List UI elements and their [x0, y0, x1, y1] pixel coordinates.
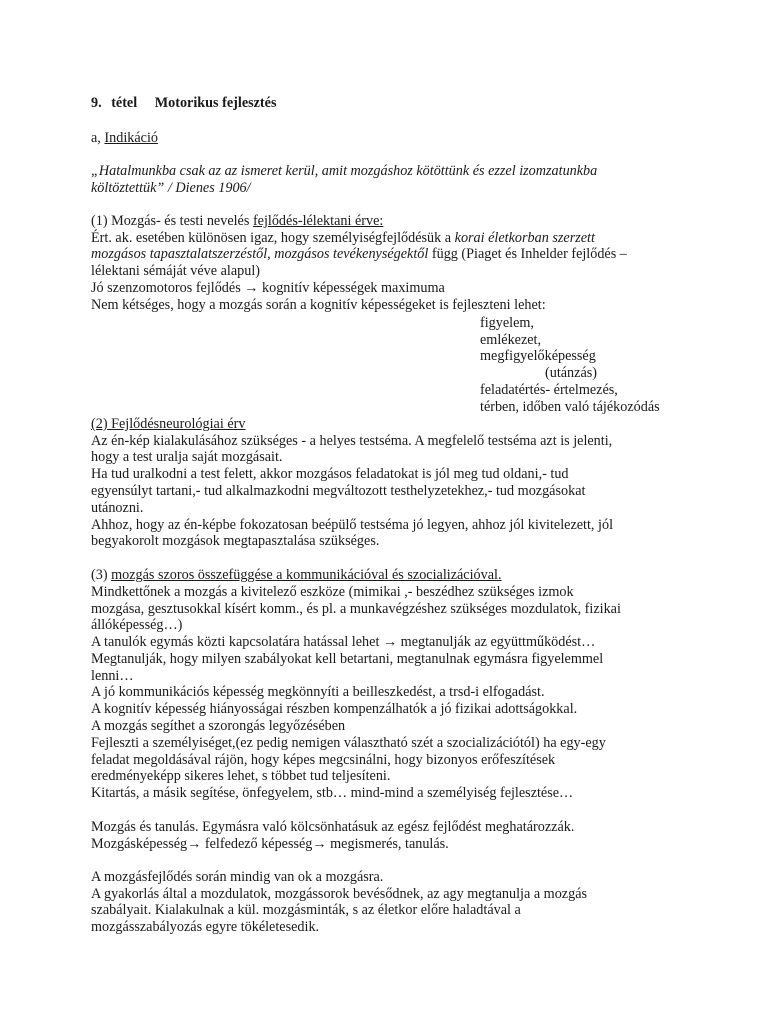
p3-line-11: feladat megoldásával rájön, hogy képes megcsinálni, hogy bizonyos erőfeszítések: [91, 752, 556, 768]
p5-line-2: A gyakorlás által a mozdulatok, mozgássorok bevésődnek, az agy megtanulja a mozgás: [91, 886, 588, 902]
p1-line-2: [91, 230, 595, 247]
p1-line-3-italic: mozgásos tapasztalatszerzéstől, mozgásos tevékenységektől: [91, 246, 429, 262]
quote-line-2: költöztettük” / Dienes 1906/: [91, 180, 251, 196]
section-a-prefix: a,: [91, 130, 105, 146]
p4-line-1: Mozgás és tanulás. Egymásra való kölcsönhatásuk az egész fejlődést meghatározzák.: [91, 819, 575, 835]
p4-line-2-c: megismerés, tanulás.: [326, 836, 449, 852]
p3-title-pre: (3): [91, 567, 112, 583]
p5-line-1: A mozgásfejlődés során mindig van ok a mozgásra.: [91, 869, 384, 885]
list-item-utanzas: (utánzás): [545, 365, 597, 381]
heading-word: tétel: [111, 95, 138, 111]
p3-line-1: Mindkettőnek a mozgás a kivitelező eszköze (mimikai ,- beszédhez szükséges izmok: [91, 584, 574, 600]
p3-line-2: mozgása, gesztusokkal kísért komm., és pl. a munkavégzéshez szükséges mozdulatok, fizikai: [91, 601, 621, 617]
p1-line-3-text: függ (Piaget és Inhelder fejlődés –: [428, 246, 627, 262]
p3-line-4: [91, 634, 595, 651]
p3-line-5: Megtanulják, hogy milyen szabályokat kell betartani, megtanulnak egymásra figyelemmel: [91, 651, 604, 667]
heading-title: Motorikus fejlesztés: [154, 95, 277, 111]
p1-title-underlined: fejlődés-lélektani érve:: [252, 213, 384, 229]
p1-line-6: Nem kétséges, hogy a mozgás során a kognitív képességeket is fejleszteni lehet:: [91, 297, 546, 313]
p2-line-2: hogy a test uralja saját mozgásait.: [91, 449, 283, 465]
p3-line-13: Kitartás, a másik segítése, önfegyelem, stb… mind-mind a személyiség fejlesztése…: [91, 785, 574, 801]
arrow-icon: →: [382, 634, 398, 650]
p1-line-2-italic: korai életkorban szerzett: [454, 230, 595, 246]
p1-title: [91, 213, 383, 230]
quote-line-1: „Hatalmunkba csak az az ismeret kerül, amit mozgáshoz kötöttünk és ezzel izomzatunkba: [91, 163, 598, 179]
p4-line-2: [91, 836, 449, 853]
arrow-icon: →: [244, 280, 259, 296]
section-a-label: Indikáció: [104, 130, 158, 146]
p2-line-5: utánozni.: [91, 500, 144, 516]
p4-line-2-b: felfedező képesség: [201, 836, 313, 852]
p5-line-4: mozgásszabályozás egyre tökéletesedik.: [91, 919, 320, 935]
p1-line-5-text: Jó szenzomotoros fejlődés: [91, 280, 245, 296]
p5-line-3: szabályait. Kialakulnak a kül. mozgásminták, s az életkor előre haladtával a: [91, 902, 521, 918]
p3-line-12: eredményeképp sikeres lehet, s többet tud teljesíteni.: [91, 768, 391, 784]
arrow-icon: →: [312, 836, 327, 852]
p3-line-3: állóképesség…): [91, 617, 183, 633]
p3-line-10: Fejleszti a személyiséget,(ez pedig nemigen választható szét a szocializációtól) ha egy-egy: [91, 735, 606, 751]
p2-line-3: Ha tud uralkodni a test felett, akkor mozgásos feladatokat is jól meg tud oldani,- tud: [91, 466, 569, 482]
p3-title-underlined: mozgás szoros összefüggése a kommunikációval és szocializációval.: [111, 567, 502, 583]
list-item-feladatertes: feladatértés- értelmezés,: [480, 382, 618, 398]
p2-line-4: egyensúlyt tartani,- tud alkalmazkodni megváltozott testhelyzetekhez,- tud mozgásokat: [91, 483, 586, 499]
list-item-emlekezet: emlékezet,: [480, 332, 542, 348]
p3-line-6: lenni…: [91, 668, 134, 684]
list-item-megfigyeles: megfigyelőképesség: [480, 348, 596, 364]
p3-line-8: A kognitív képesség hiányosságai részben kompenzálhatók a jó fizikai adottságokkal.: [91, 701, 578, 717]
list-item-figyelem: figyelem,: [480, 315, 534, 331]
p1-line-5-post: kognitív képességek maximuma: [258, 280, 445, 296]
p2-title: (2) Fejlődésneurológiai érv: [91, 416, 246, 432]
p3-line-4-post: megtanulják az együttműködést…: [397, 634, 596, 650]
p1-line-5: [91, 280, 445, 297]
p2-line-1: Az én-kép kialakulásához szükséges - a helyes testséma. A megfelelő testséma azt is jelenti,: [91, 433, 613, 449]
p3-line-4-text: A tanulók egymás közti kapcsolatára hatással lehet: [91, 634, 383, 650]
p1-line-3: [91, 246, 627, 263]
page-title: [91, 95, 276, 112]
p1-title-pre: (1) Mozgás- és testi nevelés: [91, 213, 253, 229]
p1-line-2-text: Ért. ak. esetében különösen igaz, hogy személyiségfejlődésük a: [91, 230, 455, 246]
p3-title: [91, 567, 502, 584]
p2-line-6: Ahhoz, hogy az én-képbe fokozatosan beépülő testséma jó legyen, ahhoz jól kivitelezett, jól: [91, 517, 614, 533]
p2-line-7: begyakorolt mozgások megtapasztalása szükséges.: [91, 533, 380, 549]
section-a-heading: [91, 130, 158, 147]
arrow-icon: →: [187, 836, 202, 852]
p3-line-9: A mozgás segíthet a szorongás legyőzésében: [91, 718, 346, 734]
p1-line-4: lélektani sémáját véve alapul): [91, 263, 260, 279]
list-item-tajekozodas: térben, időben való tájékozódás: [480, 399, 660, 415]
heading-number: 9.: [91, 95, 102, 111]
p4-line-2-a: Mozgásképesség: [91, 836, 188, 852]
p3-line-7: A jó kommunikációs képesség megkönnyíti a beilleszkedést, a trsd-i elfogadást.: [91, 684, 545, 700]
